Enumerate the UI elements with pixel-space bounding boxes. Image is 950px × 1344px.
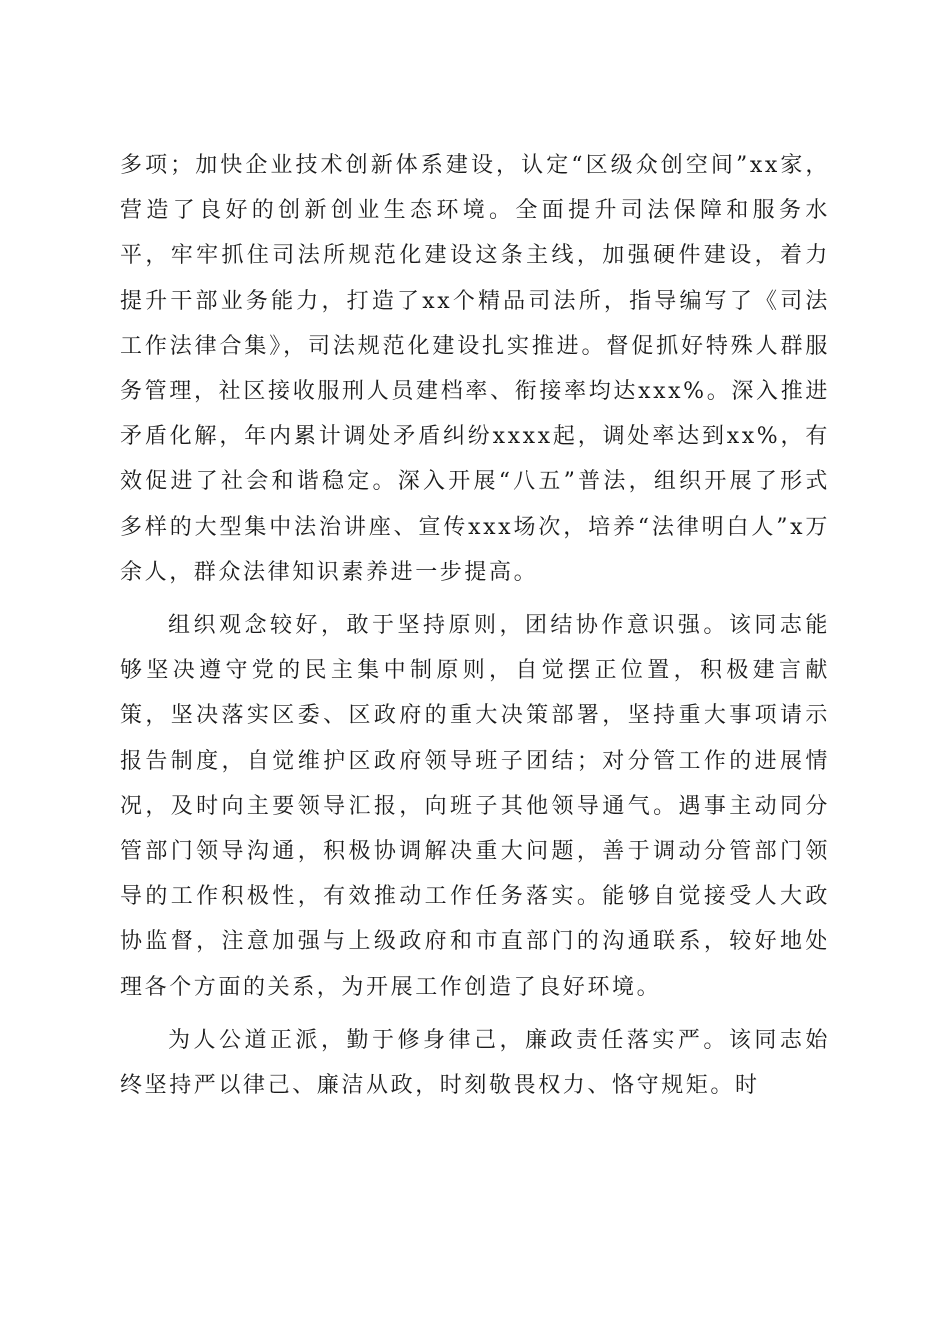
paragraph-2: 组织观念较好，敢于坚持原则，团结协作意识强。该同志能够坚决遵守党的民主集中制原则，自觉摆正位置，积极建言献策，坚决落实区委、区政府的重大决策部署，坚持重大事项请示报告制度，自觉维护区政府领导班子团结；对分管工作的进展情况，及时向主要领导汇报，向班子其他领导通气。遇事主动同分管部门领导沟通，积极协调解决重大问题，善于调动分管部门领导的工作积极性，有效推动工作任务落实。能够自觉接受人大政协监督，注意加强与上级政府和市直部门的沟通联系，较好地处理各个方面的关系，为开展工作创造了良好环境。 <box>120 613 830 1000</box>
document-body <box>120 143 830 1108</box>
paragraph-3: 为人公道正派，勤于修身律己，廉政责任落实严。该同志始终坚持严以律己、廉洁从政，时刻敬畏权力、恪守规矩。时 <box>120 1027 830 1099</box>
paragraph-1: 多项；加快企业技术创新体系建设，认定“区级众创空间”xx家，营造了良好的创新创业生态环境。全面提升司法保障和服务水平，牢牢抓住司法所规范化建设这条主线，加强硬件建设，着力提升干部业务能力，打造了xx个精品司法所，指导编写了《司法工作法律合集》，司法规范化建设扎实推进。督促抓好特殊人群服务管理，社区接收服刑人员建档率、衔接率均达xxx%。深入推进矛盾化解，年内累计调处矛盾纠纷xxxx起，调处率达到xx%，有效促进了社会和谐稳定。深入开展“八五”普法，组织开展了形式多样的大型集中法治讲座、宣传xxx场次，培养“法律明白人”x万余人，群众法律知识素养进一步提高。 <box>120 153 830 585</box>
